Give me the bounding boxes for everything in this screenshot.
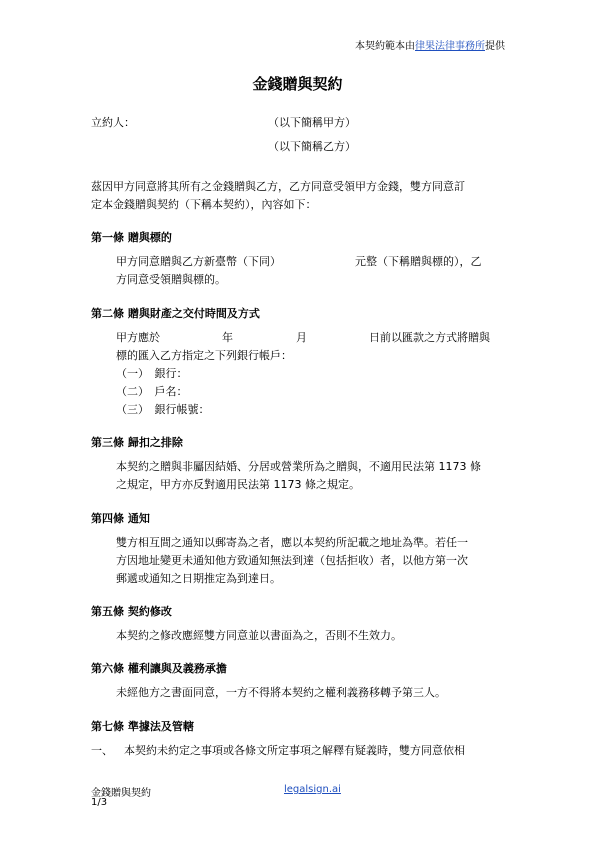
preamble-line-1: 茲因甲方同意將其所有之金錢贈與乙方，乙方同意受領甲方金錢，雙方同意訂: [91, 180, 465, 193]
article-2-line-2: 標的匯入乙方指定之下列銀行帳戶：: [116, 349, 292, 362]
firm-link[interactable]: 律果法律事務所: [415, 41, 485, 52]
article-2-item-1: （一） 銀行：: [116, 367, 188, 380]
footer-site-link[interactable]: [284, 784, 341, 795]
article-2-word-3: 月: [296, 331, 307, 344]
article-1-line-1b: 元整（下稱贈與標的），乙: [355, 255, 482, 268]
parties-label: 立約人：: [91, 116, 135, 129]
article-4-line-3: 郵遞或通知之日期推定為到達日。: [116, 572, 281, 585]
header-note: [355, 37, 505, 52]
article-4-line-2: 方因地址變更未通知他方致通知無法到達（包括拒收）者，以他方第一次: [116, 554, 468, 567]
article-1-heading: 第一條 贈與標的: [91, 231, 172, 244]
footer-doc-name: 金錢贈與契約: [91, 788, 151, 799]
party-b-note: （以下簡稱乙方）: [268, 140, 356, 153]
article-4-line-1: 雙方相互間之通知以郵寄為之者，應以本契約所記載之地址為準。若任一: [116, 536, 468, 549]
article-6-heading: 第六條 權利讓與及義務承擔: [91, 662, 227, 675]
article-3-heading: 第三條 歸扣之排除: [91, 436, 183, 449]
footer-site-link-text[interactable]: legalsign.ai: [284, 784, 341, 795]
article-2-item-3: （三） 銀行帳號：: [116, 403, 210, 416]
article-2-word-1: 甲方應於: [116, 331, 160, 344]
header-prefix: 本契約範本由: [355, 41, 415, 52]
article-3-line-1: 本契約之贈與非屬因結婚、分居或營業所為之贈與，不適用民法第 1173 條: [116, 460, 481, 473]
article-7-item-1: 本契約未約定之事項或各條文所定事項之解釋有疑義時，雙方同意依相: [124, 744, 465, 757]
document-title: 金錢贈與契約: [252, 75, 343, 93]
article-5-heading: 第五條 契約修改: [91, 605, 172, 618]
footer-page-number: 1/3: [91, 797, 108, 808]
article-2-heading: 第二條 贈與財產之交付時間及方式: [91, 307, 260, 320]
article-4-heading: 第四條 通知: [91, 512, 150, 525]
article-6-line-1: 未經他方之書面同意，一方不得將本契約之權利義務移轉予第三人。: [116, 686, 446, 699]
article-3-line-2: 之規定，甲方亦反對適用民法第 1173 條之規定。: [116, 478, 360, 491]
preamble-line-2: 定本金錢贈與契約（下稱本契約），內容如下：: [91, 198, 317, 211]
article-2-word-4: 日前以匯款之方式將贈與: [369, 331, 490, 344]
party-a-note: （以下簡稱甲方）: [268, 116, 356, 129]
header-suffix: 提供: [485, 41, 505, 52]
article-7-heading: 第七條 準據法及管轄: [91, 720, 194, 733]
article-5-line-1: 本契約之修改應經雙方同意並以書面為之，否則不生效力。: [116, 629, 402, 642]
article-2-word-2: 年: [222, 331, 233, 344]
article-2-item-2: （二） 戶名：: [116, 385, 188, 398]
article-1-line-2: 方同意受領贈與標的。: [116, 273, 226, 286]
article-1-line-1a: 甲方同意贈與乙方新臺幣（下同）: [116, 255, 281, 268]
article-7-item-1-number: 一、: [91, 744, 113, 757]
